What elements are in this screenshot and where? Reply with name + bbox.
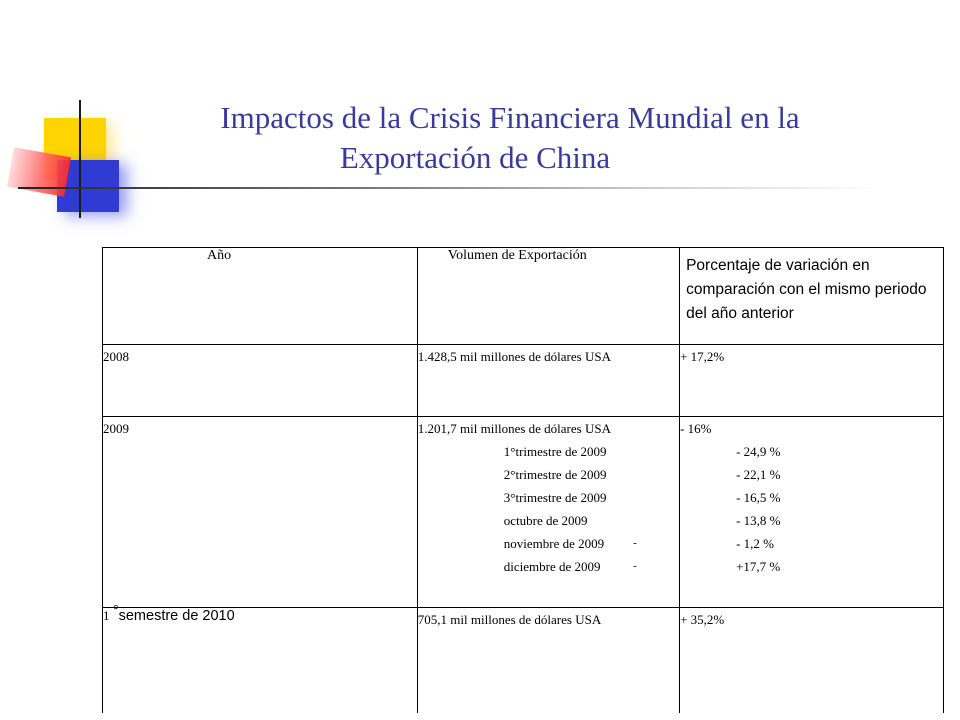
volume-cell: 705,1 mil millones de dólares USA bbox=[417, 608, 679, 713]
table-row bbox=[103, 417, 944, 608]
table-row bbox=[103, 608, 944, 713]
percent-total: - 16% bbox=[680, 421, 712, 436]
table-row bbox=[103, 345, 944, 417]
semester-label: semestre de 2010 bbox=[118, 608, 235, 624]
bullet-dash: - bbox=[633, 537, 637, 549]
volume-cell bbox=[417, 417, 679, 608]
period-percent: - 16,5 % bbox=[736, 490, 781, 505]
volume-total: 1.201,7 mil millones de dólares USA bbox=[417, 421, 611, 436]
title-line-1: Impactos de la Crisis Financiera Mundial en la bbox=[220, 100, 800, 135]
semester-number: 1 bbox=[103, 608, 110, 623]
volume-cell: 1.428,5 mil millones de dólares USA bbox=[417, 345, 679, 417]
bullet-dash: - bbox=[633, 560, 637, 572]
period-label: 2°trimestre de 2009 bbox=[503, 467, 607, 482]
period-percent: - 13,8 % bbox=[736, 513, 781, 528]
header-year: Año bbox=[103, 248, 418, 345]
period-percent-row bbox=[633, 555, 943, 578]
period-label: 1°trimestre de 2009 bbox=[503, 444, 607, 459]
period-percent: +17,7 % bbox=[736, 559, 781, 574]
export-table bbox=[102, 247, 944, 713]
period-label: noviembre de 2009 bbox=[503, 536, 605, 551]
period-percent-row bbox=[633, 532, 943, 555]
percent-cell: + 35,2% bbox=[680, 608, 944, 713]
red-bar-decoration bbox=[7, 147, 71, 196]
degree-sign: ° bbox=[113, 603, 119, 618]
percent-cell: + 17,2% bbox=[680, 345, 944, 417]
year-cell bbox=[103, 603, 418, 713]
table-header-row bbox=[103, 248, 944, 345]
title-line-2: Exportación de China bbox=[339, 140, 611, 175]
period-label: diciembre de 2009 bbox=[503, 559, 601, 574]
header-volume: Volumen de Exportación bbox=[417, 248, 679, 345]
period-label: octubre de 2009 bbox=[503, 513, 588, 528]
vertical-rule-decoration bbox=[79, 100, 81, 218]
slide-title bbox=[120, 98, 900, 178]
period-percent: - 1,2 % bbox=[736, 536, 775, 551]
period-label: 3°trimestre de 2009 bbox=[503, 490, 607, 505]
period-percent: - 24,9 % bbox=[736, 444, 781, 459]
period-percent: - 22,1 % bbox=[736, 467, 781, 482]
percent-cell bbox=[633, 417, 944, 608]
year-cell: 2009 bbox=[103, 417, 418, 608]
header-percent: Porcentaje de variación en comparación con el mismo periodo del año anterior bbox=[680, 248, 944, 345]
year-cell: 2008 bbox=[103, 345, 418, 417]
title-underline bbox=[18, 187, 878, 189]
